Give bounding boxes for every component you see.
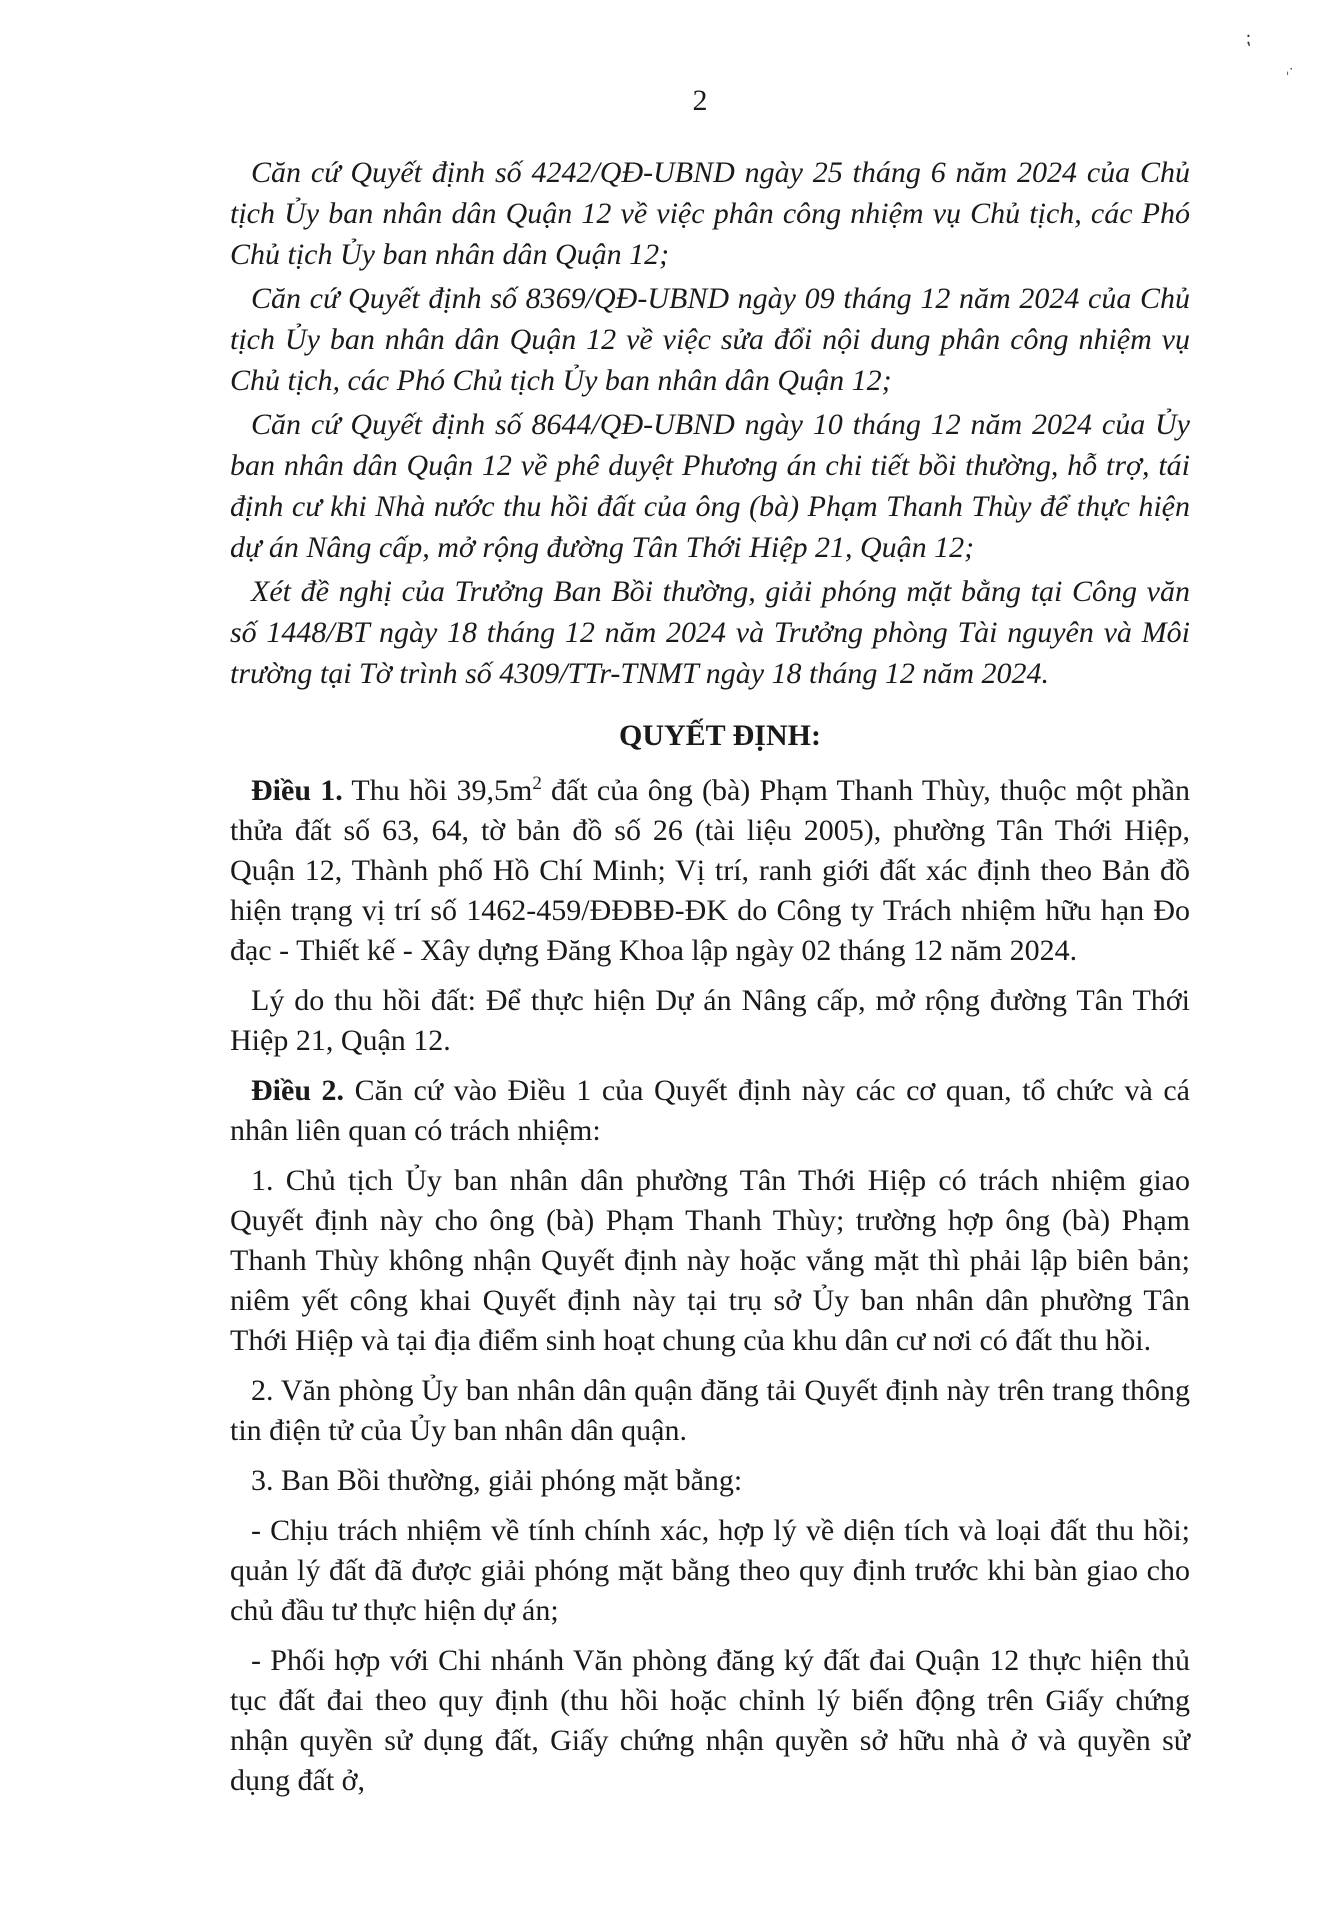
article-1-text-b: đất của ông (bà) Phạm Thanh Thùy, thuộc một phần thửa đất số 63, 64, tờ bản đồ số 26 (tài liệu 2005), phường Tân Thới Hiệp, Quận 12, Thành phố Hồ Chí Minh; Vị trí, ranh giới đất xác định theo Bản đồ hiện trạng vị trí số 1462-459/ĐĐBĐ-ĐK do Công ty Trách nhiệm hữu hạn Đo đạc - Thiết kế - Xây dựng Đăng Khoa lập ngày 02 tháng 12 năm 2024. xyxy=(230,774,1190,967)
scan-mark: ⁏ xyxy=(1245,28,1252,49)
page-number: 2 xyxy=(692,84,708,117)
document-body xyxy=(230,152,1190,1811)
article-1-reason: Lý do thu hồi đất: Để thực hiện Dự án Nâng cấp, mở rộng đường Tân Thới Hiệp 21, Quận 12. xyxy=(230,984,1190,1057)
preamble-paragraph: Căn cứ Quyết định số 8644/QĐ-UBND ngày 10 tháng 12 năm 2024 của Ủy ban nhân dân Quận 12 về phê duyệt Phương án chi tiết bồi thường, hỗ trợ, tái định cư khi Nhà nước thu hồi đất của ông (bà) Phạm Thanh Thùy để thực hiện dự án Nâng cấp, mở rộng đường Tân Thới Hiệp 21, Quận 12; xyxy=(230,408,1190,564)
article-2-item: 1. Chủ tịch Ủy ban nhân dân phường Tân Thới Hiệp có trách nhiệm giao Quyết định này cho ông (bà) Phạm Thanh Thùy; trường hợp ông (bà) Phạm Thanh Thùy không nhận Quyết định này hoặc vắng mặt thì phải lập biên bản; niêm yết công khai Quyết định này tại trụ sở Ủy ban nhân dân phường Tân Thới Hiệp và tại địa điểm sinh hoạt chung của khu dân cư nơi có đất thu hồi. xyxy=(230,1164,1190,1357)
article-2-label: Điều 2. xyxy=(251,1074,345,1107)
article-1-paragraph xyxy=(230,764,1190,971)
scan-mark: ˌ· xyxy=(1286,62,1294,76)
article-1-label: Điều 1. xyxy=(251,774,343,807)
article-2-subitem: - Phối hợp với Chi nhánh Văn phòng đăng ký đất đai Quận 12 thực hiện thủ tục đất đai theo quy định (thu hồi hoặc chỉnh lý biến động trên Giấy chứng nhận quyền sử dụng đất, Giấy chứng nhận quyền sở hữu nhà ở và quyền sử dụng đất ở, xyxy=(230,1644,1190,1797)
decision-heading: QUYẾT ĐỊNH: xyxy=(619,719,821,752)
article-2-paragraph xyxy=(230,1071,1190,1151)
preamble-paragraph: Căn cứ Quyết định số 4242/QĐ-UBND ngày 25 tháng 6 năm 2024 của Chủ tịch Ủy ban nhân dân Quận 12 về việc phân công nhiệm vụ Chủ tịch, các Phó Chủ tịch Ủy ban nhân dân Quận 12; xyxy=(230,156,1190,271)
article-2-intro: Căn cứ vào Điều 1 của Quyết định này các cơ quan, tổ chức và cá nhân liên quan có trách nhiệm: xyxy=(230,1074,1190,1147)
area-unit-superscript: 2 xyxy=(532,773,542,794)
article-2-subitem: - Chịu trách nhiệm về tính chính xác, hợp lý về diện tích và loại đất thu hồi; quản lý đất đã được giải phóng mặt bằng theo quy định trước khi bàn giao cho chủ đầu tư thực hiện dự án; xyxy=(230,1514,1190,1627)
preamble-paragraph: Căn cứ Quyết định số 8369/QĐ-UBND ngày 09 tháng 12 năm 2024 của Chủ tịch Ủy ban nhân dân Quận 12 về việc sửa đổi nội dung phân công nhiệm vụ Chủ tịch, các Phó Chủ tịch Ủy ban nhân dân Quận 12; xyxy=(230,282,1190,397)
article-1-text-a: Thu hồi 39,5m xyxy=(342,774,533,807)
preamble-paragraph: Xét đề nghị của Trưởng Ban Bồi thường, giải phóng mặt bằng tại Công văn số 1448/BT ngày 18 tháng 12 năm 2024 và Trưởng phòng Tài nguyên và Môi trường tại Tờ trình số 4309/TTr-TNMT ngày 18 tháng 12 năm 2024. xyxy=(230,575,1190,690)
article-2-item: 2. Văn phòng Ủy ban nhân dân quận đăng tải Quyết định này trên trang thông tin điện tử của Ủy ban nhân dân quận. xyxy=(230,1374,1190,1447)
article-2-item: 3. Ban Bồi thường, giải phóng mặt bằng: xyxy=(251,1464,743,1497)
